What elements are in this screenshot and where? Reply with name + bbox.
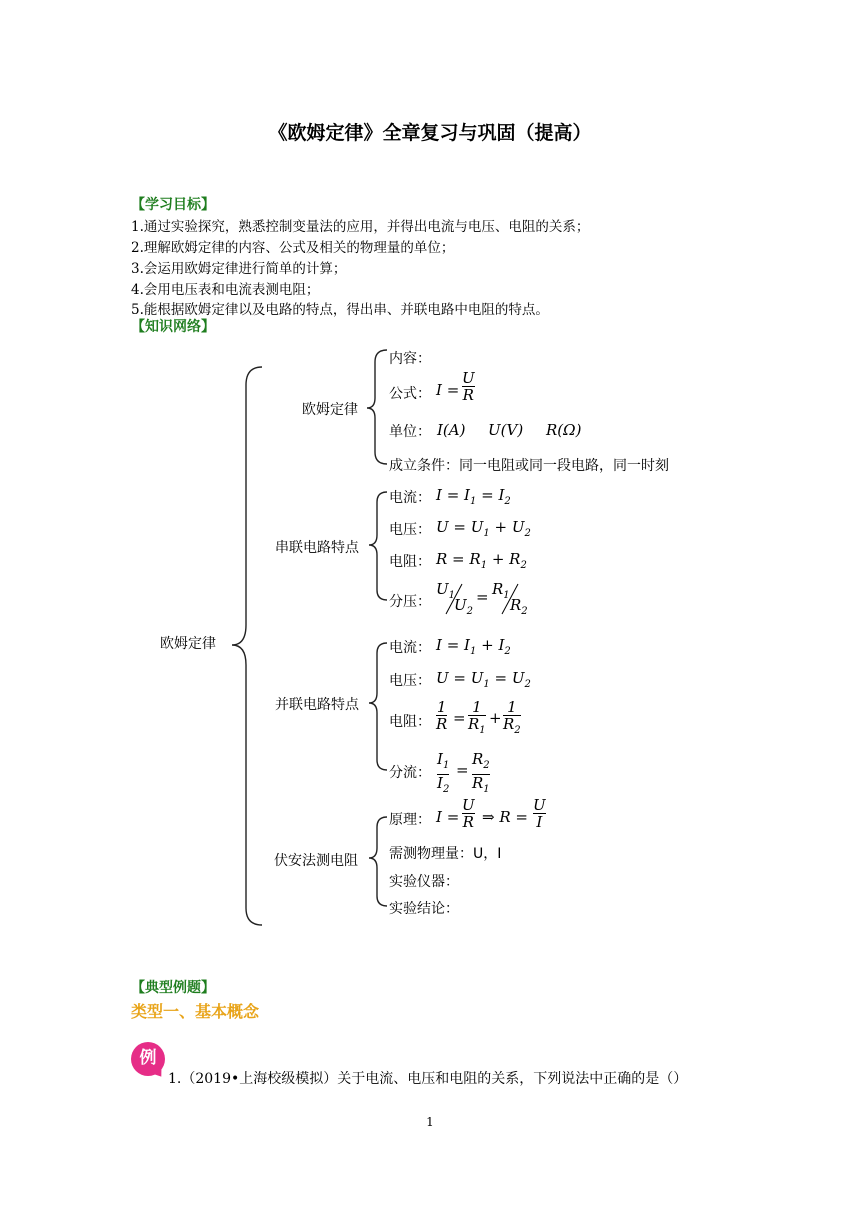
objective-1: 1.通过实验探究，熟悉控制变量法的应用，并得出电流与电压、电阻的关系； <box>131 219 590 235</box>
parallel-voltage-formula: $U = U_1 = U_2$ <box>436 669 531 690</box>
branch-ohm-label: 欧姆定律 <box>302 402 358 418</box>
map-root: 欧姆定律 <box>160 636 216 652</box>
parallel-divide-label: 分流： <box>389 765 431 781</box>
unit-voltage: U(V) <box>488 421 524 439</box>
network-heading: 【知识网络】 <box>131 319 215 335</box>
page-title: 《欧姆定律》全章复习与巩固（提高） <box>268 122 592 144</box>
example-badge-icon: 例 <box>131 1042 165 1076</box>
ohm-content: 内容： <box>389 351 431 367</box>
brace-voltammetry <box>369 817 387 906</box>
voltammetry-principle-label: 原理： <box>389 812 431 828</box>
principle-frac-2: $\frac{U}{I}$ <box>533 796 546 831</box>
series-current-formula: $I = I_1 = I_2$ <box>436 486 511 507</box>
objectives-heading: 【学习目标】 <box>131 197 215 213</box>
objective-5: 5.能根据欧姆定律以及电路的特点，得出串、并联电路中电阻的特点。 <box>131 302 549 318</box>
objective-4: 4.会用电压表和电流表测电阻； <box>131 282 320 298</box>
ohm-condition: 成立条件：同一电阻或同一段电路，同一时刻 <box>389 458 669 474</box>
parallel-res-frac-total: $\frac{1}{R}$ <box>436 698 448 733</box>
type-heading: 类型一、基本概念 <box>131 1002 260 1021</box>
unit-current: I(A) <box>437 421 466 439</box>
parallel-divide-frac-r: $\frac{R_2}{R_1}$ <box>472 751 490 798</box>
examples-heading: 【典型例题】 <box>131 980 215 996</box>
series-divide-formula: $U_1$ $U_2$ = $R_1$ $R_2$ <box>436 580 528 617</box>
equals-sign: = <box>453 709 466 727</box>
principle-implies: ⇒ R = <box>482 808 528 826</box>
parallel-divide-frac-i: $\frac{I_1}{I_2}$ <box>437 751 449 798</box>
objective-2: 2.理解欧姆定律的内容、公式及相关的物理量的单位； <box>131 240 455 256</box>
parallel-resistance-label: 电阻： <box>389 714 431 730</box>
parallel-current-label: 电流： <box>389 640 431 656</box>
parallel-voltage-label: 电压： <box>389 673 431 689</box>
ohm-unit-label: 单位： <box>389 424 431 440</box>
brace-parallel <box>369 643 387 770</box>
series-resistance-formula: $R = R_1 + R_2$ <box>436 550 527 571</box>
series-voltage-label: 电压： <box>389 522 431 538</box>
unit-resistance: R(Ω) <box>546 421 582 439</box>
parallel-res-frac-2: $\frac{1}{R_2}$ <box>503 699 521 739</box>
brace-series <box>369 492 387 600</box>
voltammetry-measure: 需测物理量：U，I <box>389 846 502 862</box>
branch-voltammetry-label: 伏安法测电阻 <box>274 853 358 869</box>
series-current-label: 电流： <box>389 490 431 506</box>
series-resistance-label: 电阻： <box>389 554 431 570</box>
branch-series-label: 串联电路特点 <box>275 540 359 556</box>
series-voltage-formula: $U = U_1 + U_2$ <box>436 518 531 539</box>
objective-3: 3.会运用欧姆定律进行简单的计算； <box>131 261 347 277</box>
voltammetry-conclusion: 实验结论： <box>389 901 459 917</box>
series-divide-label: 分压： <box>389 594 431 610</box>
question-1: 1.（2019•上海校级模拟）关于电流、电压和电阻的关系，下列说法中正确的是（） <box>168 1071 688 1087</box>
root-brace <box>232 367 262 925</box>
ohm-formula-fraction: $\frac{U}{R}$ <box>462 369 475 404</box>
equals-sign: = <box>456 761 469 779</box>
branch-parallel-label: 并联电路特点 <box>275 697 359 713</box>
ohm-formula-label: 公式： <box>389 386 431 402</box>
brace-ohm <box>367 350 387 464</box>
parallel-current-formula: $I = I_1 + I_2$ <box>436 636 511 657</box>
principle-frac-1: $\frac{U}{R}$ <box>462 796 475 831</box>
parallel-res-frac-1: $\frac{1}{R_1}$ <box>468 699 486 739</box>
page-number: 1 <box>426 1115 434 1129</box>
principle-lhs: I = <box>436 808 460 826</box>
voltammetry-instruments: 实验仪器： <box>389 874 459 890</box>
plus-sign: + <box>489 709 502 727</box>
ohm-formula-lhs: I = <box>436 381 460 399</box>
